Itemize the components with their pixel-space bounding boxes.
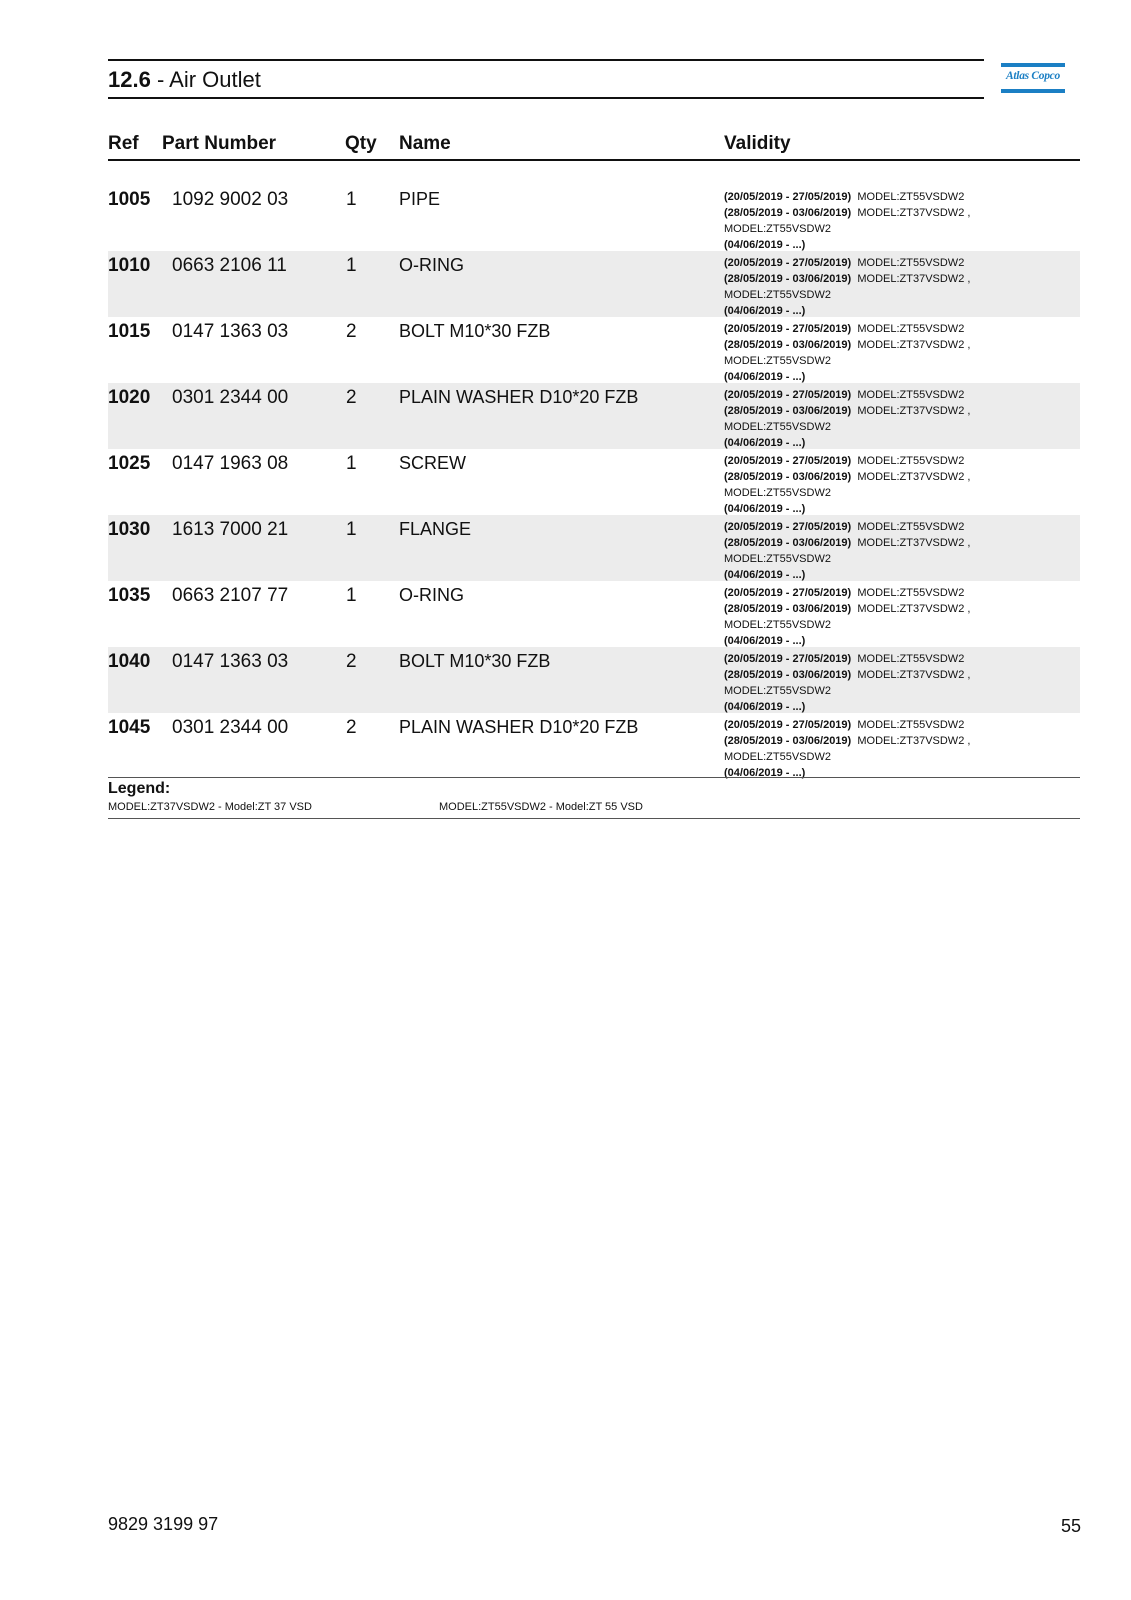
validity-model: MODEL:ZT37VSDW2 , (857, 207, 971, 219)
ref-cell: 1030 (108, 519, 151, 540)
validity-model: MODEL:ZT55VSDW2 (724, 553, 831, 565)
name-cell: BOLT M10*30 FZB (399, 321, 551, 341)
atlas-copco-logo (1001, 63, 1065, 93)
part-number-cell: 0147 1963 08 (172, 453, 289, 474)
validity-line (724, 485, 970, 501)
validity-model: MODEL:ZT37VSDW2 , (857, 405, 971, 417)
validity-line (724, 221, 970, 237)
legend-item: MODEL:ZT37VSDW2 - Model:ZT 37 VSD (108, 801, 312, 813)
validity-model: MODEL:ZT55VSDW2 (724, 751, 831, 763)
validity-line (724, 749, 970, 765)
validity-model: MODEL:ZT55VSDW2 (857, 455, 965, 467)
validity-cell (724, 519, 970, 583)
column-header-ref: Ref (108, 133, 139, 154)
part-number-cell: 1613 7000 21 (172, 519, 289, 540)
validity-date: (20/05/2019 - 27/05/2019) (724, 191, 852, 203)
validity-line (724, 255, 970, 271)
validity-model: MODEL:ZT37VSDW2 , (857, 273, 971, 285)
validity-model: MODEL:ZT55VSDW2 (857, 521, 965, 533)
validity-line (724, 419, 970, 435)
validity-date: (28/05/2019 - 03/06/2019) (724, 669, 852, 681)
document-number: 9829 3199 97 (108, 1514, 219, 1534)
column-header-validity: Validity (724, 133, 791, 154)
table-row (108, 515, 1080, 581)
column-header-name: Name (399, 133, 451, 154)
validity-cell (724, 321, 970, 385)
ref-cell: 1005 (108, 189, 151, 210)
table-row (108, 713, 1080, 779)
ref-cell: 1020 (108, 387, 151, 408)
validity-model: MODEL:ZT55VSDW2 (857, 719, 965, 731)
table-row (108, 581, 1080, 647)
qty-cell: 2 (346, 321, 357, 342)
validity-model: MODEL:ZT55VSDW2 (724, 685, 831, 697)
legend (108, 777, 1080, 819)
validity-date: (20/05/2019 - 27/05/2019) (724, 587, 852, 599)
table-row (108, 647, 1080, 713)
validity-date: (04/06/2019 - ...) (724, 371, 806, 383)
qty-cell: 1 (346, 453, 357, 474)
validity-line (724, 287, 970, 303)
validity-cell (724, 387, 970, 451)
name-cell: FLANGE (399, 519, 472, 539)
ref-cell: 1010 (108, 255, 151, 276)
qty-cell: 2 (346, 717, 357, 738)
part-number-cell: 0301 2344 00 (172, 387, 289, 408)
part-number-cell: 0147 1363 03 (172, 321, 289, 342)
validity-line (724, 683, 970, 699)
validity-date: (20/05/2019 - 27/05/2019) (724, 323, 852, 335)
validity-date: (20/05/2019 - 27/05/2019) (724, 653, 852, 665)
ref-cell: 1025 (108, 453, 151, 474)
validity-line (724, 271, 970, 287)
column-header-qty: Qty (345, 133, 377, 154)
table-row (108, 251, 1080, 317)
validity-line (724, 403, 970, 419)
validity-line (724, 321, 970, 337)
validity-line (724, 651, 970, 667)
section-number: 12.6 (108, 66, 151, 92)
validity-line (724, 387, 970, 403)
name-cell: PLAIN WASHER D10*20 FZB (399, 717, 639, 737)
validity-line (724, 585, 970, 601)
validity-cell (724, 453, 970, 517)
validity-line (724, 519, 970, 535)
column-header-part-number: Part Number (162, 133, 277, 154)
page-number: 55 (1060, 1516, 1081, 1536)
qty-cell: 1 (346, 585, 357, 606)
part-number-cell: 1092 9002 03 (172, 189, 289, 210)
ref-cell: 1045 (108, 717, 151, 738)
ref-cell: 1035 (108, 585, 151, 606)
validity-model: MODEL:ZT55VSDW2 (857, 653, 965, 665)
table-header (108, 133, 1080, 161)
validity-model: MODEL:ZT55VSDW2 (857, 323, 965, 335)
page-title (108, 67, 261, 93)
validity-date: (28/05/2019 - 03/06/2019) (724, 273, 852, 285)
qty-cell: 1 (346, 255, 357, 276)
validity-line (724, 337, 970, 353)
validity-model: MODEL:ZT37VSDW2 , (857, 339, 971, 351)
table-row (108, 317, 1080, 383)
title-separator: - (150, 66, 170, 92)
qty-cell: 2 (346, 387, 357, 408)
validity-date: (20/05/2019 - 27/05/2019) (724, 455, 852, 467)
name-cell: SCREW (399, 453, 466, 473)
validity-line (724, 205, 970, 221)
validity-date: (28/05/2019 - 03/06/2019) (724, 339, 852, 351)
name-cell: O-RING (399, 255, 464, 275)
validity-date: (04/06/2019 - ...) (724, 305, 806, 317)
name-cell: PIPE (399, 189, 441, 209)
validity-model: MODEL:ZT55VSDW2 (857, 191, 965, 203)
validity-model: MODEL:ZT55VSDW2 (857, 257, 965, 269)
validity-line (724, 717, 970, 733)
validity-model: MODEL:ZT55VSDW2 (857, 389, 965, 401)
validity-model: MODEL:ZT37VSDW2 , (857, 537, 971, 549)
validity-date: (28/05/2019 - 03/06/2019) (724, 735, 852, 747)
table-row (108, 185, 1080, 251)
validity-date: (04/06/2019 - ...) (724, 239, 806, 251)
validity-line (724, 353, 970, 369)
validity-model: MODEL:ZT55VSDW2 (857, 587, 965, 599)
validity-date: (04/06/2019 - ...) (724, 503, 806, 515)
table-row (108, 449, 1080, 515)
validity-model: MODEL:ZT37VSDW2 , (857, 735, 971, 747)
name-cell: PLAIN WASHER D10*20 FZB (399, 387, 639, 407)
legend-item: MODEL:ZT55VSDW2 - Model:ZT 55 VSD (439, 801, 643, 813)
page-header (108, 59, 984, 99)
validity-model: MODEL:ZT55VSDW2 (724, 223, 831, 235)
validity-model: MODEL:ZT55VSDW2 (724, 355, 831, 367)
name-cell: O-RING (399, 585, 464, 605)
validity-model: MODEL:ZT37VSDW2 , (857, 471, 971, 483)
validity-cell (724, 717, 970, 781)
logo-bar-top (1001, 63, 1065, 67)
validity-line (724, 453, 970, 469)
validity-date: (20/05/2019 - 27/05/2019) (724, 257, 852, 269)
qty-cell: 2 (346, 651, 357, 672)
validity-date: (04/06/2019 - ...) (724, 701, 806, 713)
logo-bar-bottom (1001, 89, 1065, 93)
validity-model: MODEL:ZT55VSDW2 (724, 619, 831, 631)
validity-date: (28/05/2019 - 03/06/2019) (724, 207, 852, 219)
parts-table (108, 133, 1080, 779)
validity-line (724, 535, 970, 551)
validity-date: (20/05/2019 - 27/05/2019) (724, 719, 852, 731)
validity-line (724, 551, 970, 567)
validity-line (724, 667, 970, 683)
validity-date: (28/05/2019 - 03/06/2019) (724, 405, 852, 417)
table-body (108, 185, 1080, 779)
ref-cell: 1040 (108, 651, 151, 672)
validity-line (724, 617, 970, 633)
validity-date: (04/06/2019 - ...) (724, 767, 806, 779)
table-row (108, 383, 1080, 449)
validity-date: (28/05/2019 - 03/06/2019) (724, 537, 852, 549)
part-number-cell: 0663 2107 77 (172, 585, 289, 606)
validity-date: (04/06/2019 - ...) (724, 635, 806, 647)
validity-date: (04/06/2019 - ...) (724, 437, 806, 449)
validity-model: MODEL:ZT37VSDW2 , (857, 669, 971, 681)
qty-cell: 1 (346, 189, 357, 210)
validity-cell (724, 189, 970, 253)
validity-cell (724, 255, 970, 319)
ref-cell: 1015 (108, 321, 151, 342)
qty-cell: 1 (346, 519, 357, 540)
part-number-cell: 0663 2106 11 (172, 255, 287, 276)
validity-cell (724, 585, 970, 649)
validity-model: MODEL:ZT37VSDW2 , (857, 603, 971, 615)
name-cell: BOLT M10*30 FZB (399, 651, 551, 671)
part-number-cell: 0147 1363 03 (172, 651, 289, 672)
validity-model: MODEL:ZT55VSDW2 (724, 487, 831, 499)
validity-model: MODEL:ZT55VSDW2 (724, 421, 831, 433)
legend-title: Legend: (108, 780, 171, 797)
validity-model: MODEL:ZT55VSDW2 (724, 289, 831, 301)
validity-line (724, 189, 970, 205)
part-number-cell: 0301 2344 00 (172, 717, 289, 738)
validity-date: (20/05/2019 - 27/05/2019) (724, 521, 852, 533)
section-title: Air Outlet (169, 66, 261, 92)
validity-cell (724, 651, 970, 715)
validity-line (724, 469, 970, 485)
validity-date: (04/06/2019 - ...) (724, 569, 806, 581)
validity-date: (20/05/2019 - 27/05/2019) (724, 389, 852, 401)
validity-line (724, 601, 970, 617)
validity-line (724, 733, 970, 749)
logo-text: Atlas Copco (1006, 70, 1060, 82)
validity-date: (28/05/2019 - 03/06/2019) (724, 471, 852, 483)
validity-date: (28/05/2019 - 03/06/2019) (724, 603, 852, 615)
